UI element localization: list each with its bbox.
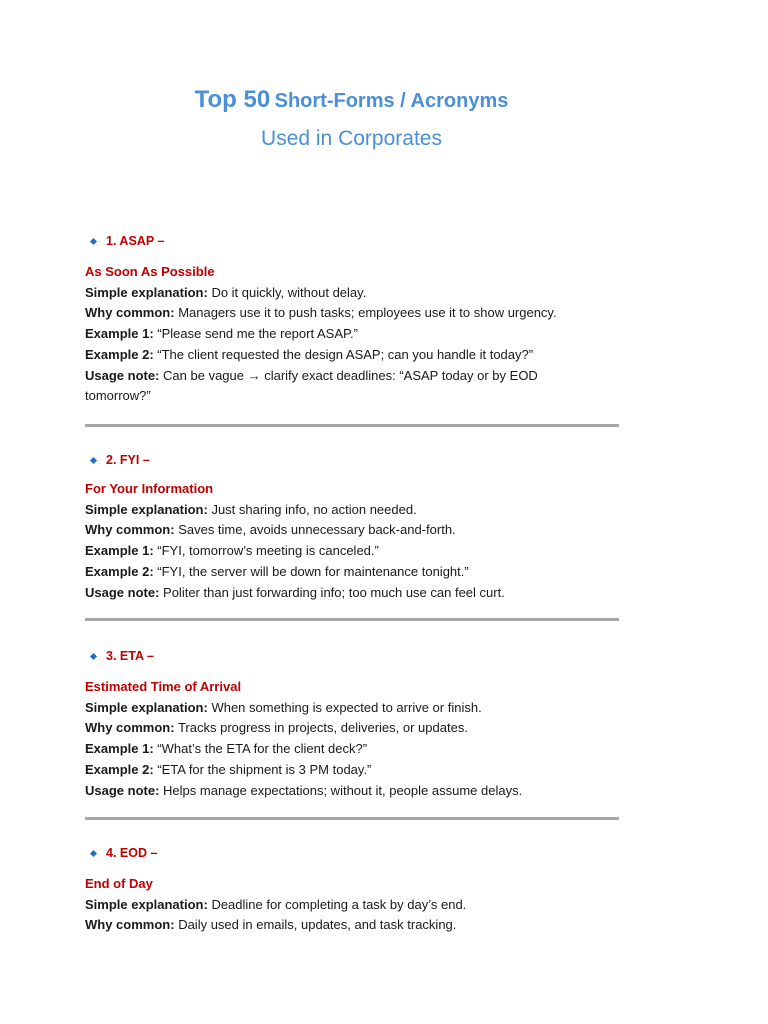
line-label: Example 2: xyxy=(85,761,154,777)
entry-line xyxy=(85,698,619,719)
line-label: Usage note: xyxy=(85,584,160,600)
line-text: “What’s the ETA for the client deck?” xyxy=(157,741,368,757)
line-text: “Please send me the report ASAP.” xyxy=(157,326,358,342)
entry-line xyxy=(85,500,619,521)
entry-line xyxy=(85,718,619,739)
acronym-entry-asap xyxy=(85,231,619,427)
line-text: Just sharing info, no action needed. xyxy=(211,501,417,517)
line-label: Example 1: xyxy=(85,543,154,559)
entry-line xyxy=(85,541,619,562)
entry-line xyxy=(85,760,619,781)
entry-heading xyxy=(91,843,619,863)
diamond-bullet-icon xyxy=(90,849,97,856)
entry-meaning: Estimated Time of Arrival xyxy=(85,679,242,694)
entry-meaning: For Your Information xyxy=(85,481,214,496)
section-divider xyxy=(85,618,619,621)
line-text: Tracks progress in projects, deliveries, or updates. xyxy=(177,720,468,736)
line-text: Deadline for completing a task by day’s end. xyxy=(211,896,467,912)
document-title xyxy=(0,86,703,114)
entry-line xyxy=(85,324,619,345)
entry-heading xyxy=(91,646,619,666)
line-text: “The client requested the design ASAP; can you handle it today?” xyxy=(157,346,534,362)
entry-heading-text: 2. FYI – xyxy=(106,453,150,467)
line-text: When something is expected to arrive or finish. xyxy=(211,699,482,715)
entry-line xyxy=(85,739,619,760)
diamond-bullet-icon xyxy=(90,456,97,463)
acronym-entry-eod xyxy=(85,843,619,936)
line-label: Example 2: xyxy=(85,563,154,579)
entry-heading-text: 3. ETA – xyxy=(106,649,154,663)
entry-heading-text: 1. ASAP – xyxy=(106,234,165,248)
entry-heading xyxy=(91,231,619,251)
entry-line xyxy=(85,345,619,366)
diamond-bullet-icon xyxy=(90,237,97,244)
entry-line xyxy=(85,583,619,604)
document-subtitle: Used in Corporates xyxy=(261,127,442,150)
entry-meaning: End of Day xyxy=(85,876,153,891)
line-label: Simple explanation: xyxy=(85,699,208,715)
line-label: Example 1: xyxy=(85,326,154,342)
section-divider xyxy=(85,817,619,820)
line-text: Saves time, avoids unnecessary back-and-forth. xyxy=(178,522,456,538)
entry-line xyxy=(85,303,619,324)
entry-line xyxy=(85,895,619,916)
line-text: Daily used in emails, updates, and task tracking. xyxy=(178,917,457,933)
entry-line xyxy=(85,781,619,802)
line-text: Do it quickly, without delay. xyxy=(211,284,367,300)
line-label: Example 2: xyxy=(85,346,154,362)
line-label: Usage note: xyxy=(85,782,160,798)
line-label: Example 1: xyxy=(85,741,154,757)
line-label: Simple explanation: xyxy=(85,284,208,300)
acronym-entry-fyi xyxy=(85,450,619,621)
line-text: “ETA for the shipment is 3 PM today.” xyxy=(157,761,372,777)
entry-line xyxy=(85,562,619,583)
line-label: Why common: xyxy=(85,917,175,933)
line-label: Simple explanation: xyxy=(85,501,208,517)
entry-line xyxy=(85,520,619,541)
line-text: Politer than just forwarding info; too much use can feel curt. xyxy=(163,584,505,600)
entry-heading-text: 4. EOD – xyxy=(106,846,158,860)
line-label: Why common: xyxy=(85,720,175,736)
entry-line xyxy=(85,915,619,936)
title-text: Short-Forms / Acronyms xyxy=(274,90,509,112)
line-text: Managers use it to push tasks; employees use it to show urgency. xyxy=(178,305,557,321)
diamond-bullet-icon xyxy=(90,652,97,659)
title-highlight: Top 50 xyxy=(194,86,271,113)
line-text: “FYI, tomorrow’s meeting is canceled.” xyxy=(157,543,379,559)
entry-line xyxy=(85,366,555,407)
line-text: Can be vague → clarify exact deadlines: “ASAP today or by EOD tomorrow?” xyxy=(85,367,538,404)
entry-line xyxy=(85,283,619,304)
line-label: Simple explanation: xyxy=(85,896,208,912)
entry-heading xyxy=(91,450,619,470)
line-text: “FYI, the server will be down for maintenance tonight.” xyxy=(157,563,469,579)
entry-meaning: As Soon As Possible xyxy=(85,264,215,279)
line-label: Why common: xyxy=(85,522,175,538)
line-label: Usage note: xyxy=(85,367,160,383)
section-divider xyxy=(85,424,619,427)
line-text: Helps manage expectations; without it, people assume delays. xyxy=(163,782,523,798)
line-label: Why common: xyxy=(85,305,175,321)
acronym-entry-eta xyxy=(85,646,619,820)
